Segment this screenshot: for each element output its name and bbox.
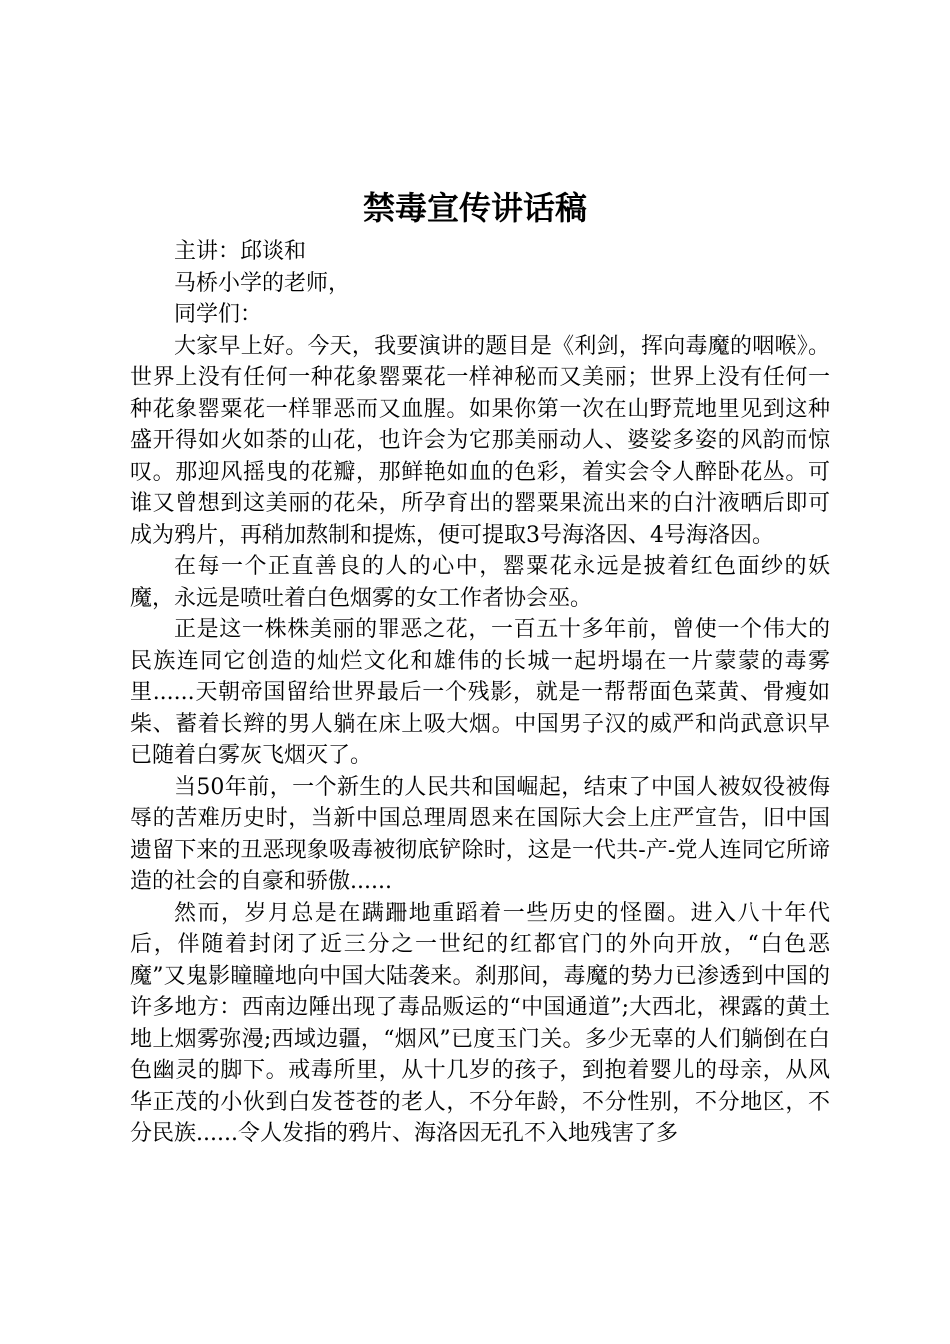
paragraph: 然而，岁月总是在蹒跚地重蹈着一些历史的怪圈。进入八十年代后，伴随着封闭了近三分之一世纪的红都官门的外向开放，“白色恶魔”又鬼影瞳瞳地向中国大陆袭来。刹那间，毒魔的势力已渗透到中国的许多地方：西南边陲出现了毒品贩运的“中国通道”;大西北，裸露的黄土地上烟雾弥漫;西域边疆，“烟风”已度玉门关。多少无辜的人们躺倒在白色幽灵的脚下。戒毒所里，从十几岁的孩子，到抱着婴儿的母亲，从风华正茂的小伙到白发苍苍的老人，不分年龄，不分性别，不分地区，不分民族......令人发指的鸦片、海洛因无孔不入地残害了多 (130, 900, 830, 1146)
paragraph: 正是这一株株美丽的罪恶之花，一百五十多年前，曾使一个伟大的民族连同它创造的灿烂文化和雄伟的长城一起坍塌在一片蒙蒙的毒雾里......天朝帝国留给世界最后一个残影，就是一帮帮面色菜黄、骨瘦如柴、蓄着长辫的男人躺在床上吸大烟。中国男子汉的威严和尚武意识早已随着白雾灰飞烟灭了。 (130, 617, 830, 768)
document-body (130, 236, 830, 1150)
speaker-line: 主讲：邱谈和 (174, 239, 307, 264)
salutation-line: 马桥小学的老师， (174, 270, 351, 296)
paragraph: 当50年前，一个新生的人民共和国崛起，结束了中国人被奴役被侮辱的苦难历史时，当新中国总理周恩来在国际大会上庄严宣告，旧中国遗留下来的丑恶现象吸毒被彻底铲除时，这是一代共-产-党人连同它所谛造的社会的自豪和骄傲...... (130, 774, 830, 894)
paragraph: 在每一个正直善良的人的心中，罂粟花永远是披着红色面纱的妖魔，永远是喷吐着白色烟雾的女工作者协会巫。 (130, 554, 830, 611)
paragraph: 大家早上好。今天，我要演讲的题目是《利剑，挥向毒魔的咽喉》。世界上没有任何一种花象罂粟花一样神秘而又美丽；世界上没有任何一种花象罂粟花一样罪恶而又血腥。如果你第一次在山野荒地里见到这种盛开得如火如荼的山花，也许会为它那美丽动人、婆娑多姿的风韵而惊叹。那迎风摇曳的花瓣，那鲜艳如血的色彩，着实会令人醉卧花丛。可谁又曾想到这美丽的花朵，所孕育出的罂粟果流出来的白汁液晒后即可成为鸦片，再稍加熬制和提炼，便可提取3号海洛因、4号海洛因。 (130, 333, 830, 548)
salutation-line: 同学们： (174, 302, 263, 327)
document-title: 禁毒宣传讲话稿 (362, 189, 587, 227)
